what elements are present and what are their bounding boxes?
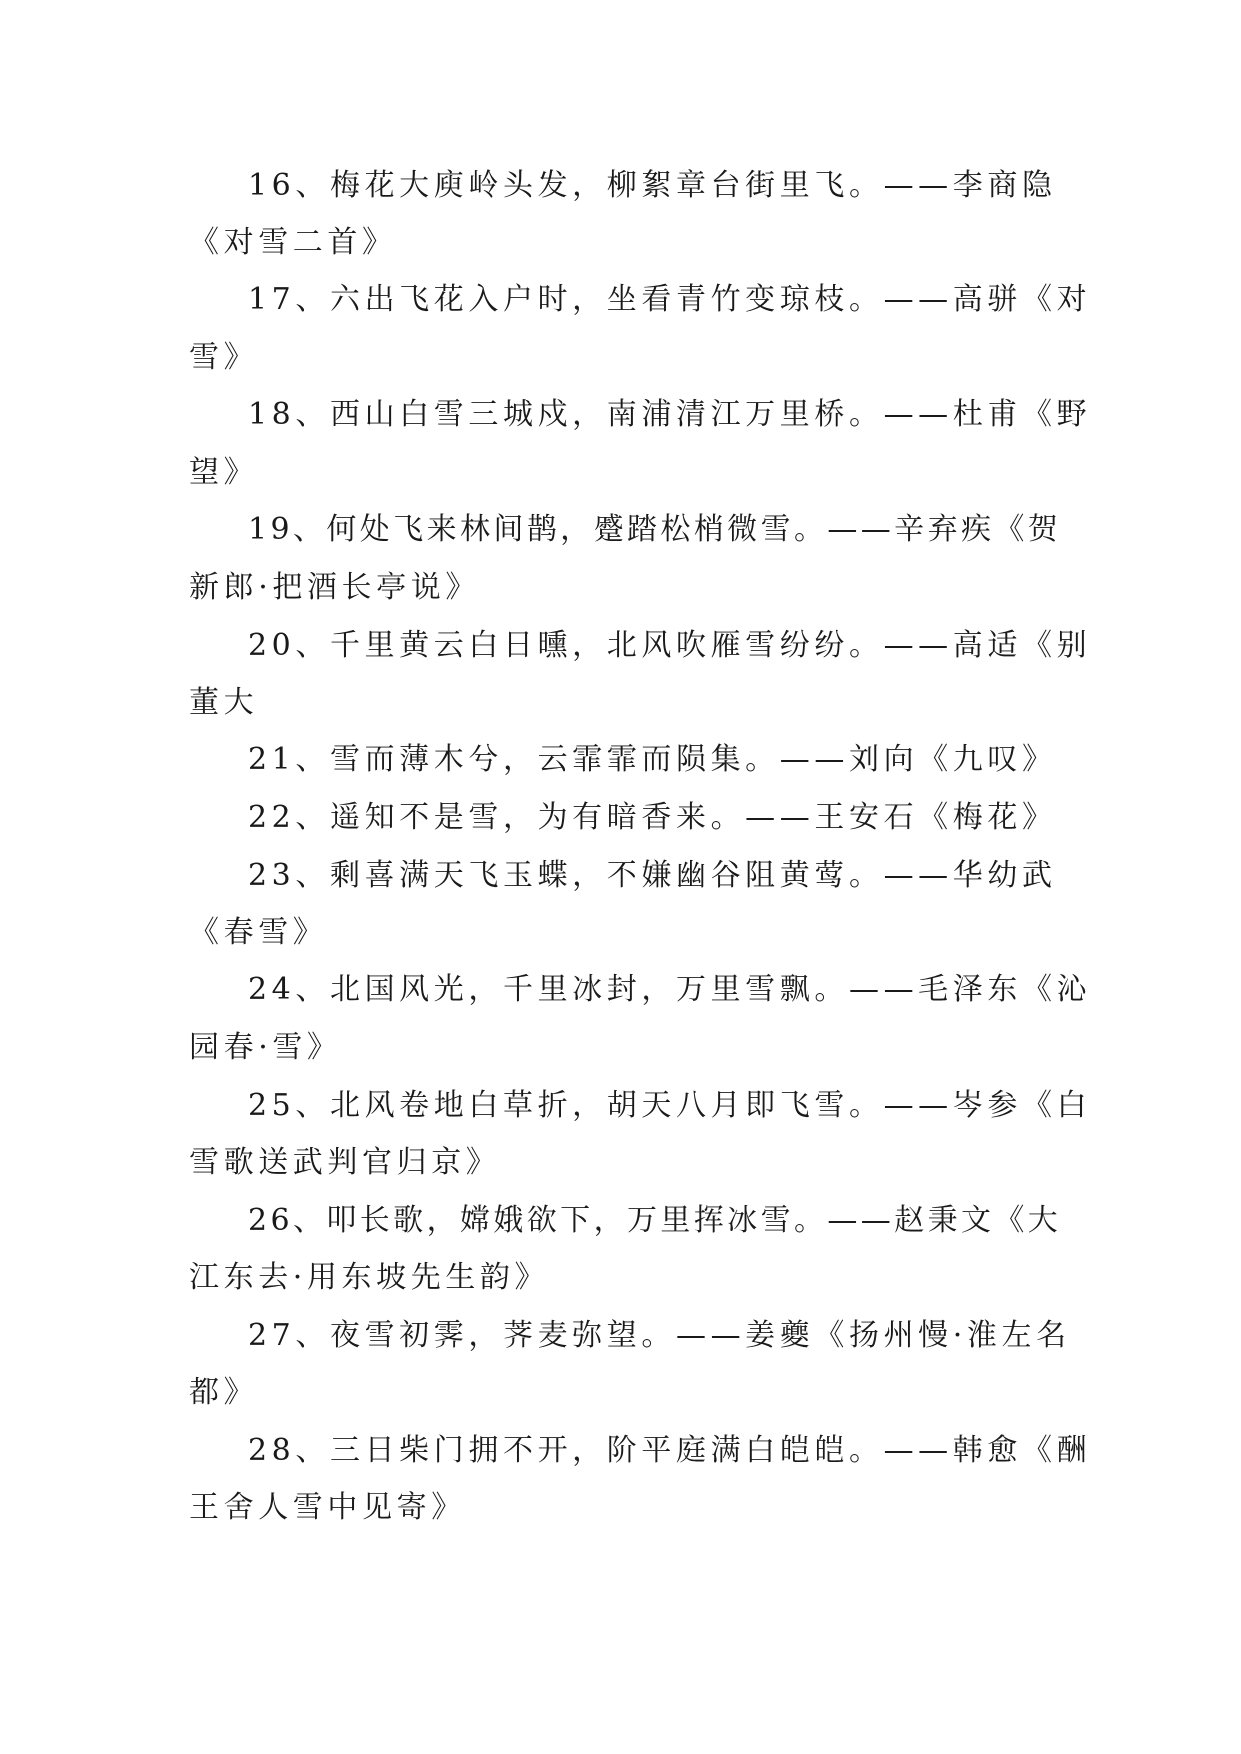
poem-line: 23、剩喜满天飞玉蝶，不嫌幽谷阻黄莺。——华幼武 [248, 858, 1057, 893]
poem-line-continuation: 都》 [189, 1375, 259, 1410]
poem-line: 26、叩长歌，嫦娥欲下，万里挥冰雪。——赵秉文《大 [248, 1203, 1062, 1238]
poem-line-continuation: 雪》 [189, 340, 259, 375]
poem-line: 20、千里黄云白日曛，北风吹雁雪纷纷。——高适《别 [248, 628, 1092, 663]
poem-line: 22、遥知不是雪，为有暗香来。——王安石《梅花》 [248, 800, 1057, 835]
poem-line-continuation: 《春雪》 [189, 915, 328, 950]
poem-line-continuation: 望》 [189, 455, 259, 490]
poem-line: 21、雪而薄木兮，云霏霏而陨集。——刘向《九叹》 [248, 742, 1057, 777]
poem-line-continuation: 《对雪二首》 [189, 225, 397, 260]
poem-line: 27、夜雪初霁，荠麦弥望。——姜夔《扬州慢·淮左名 [248, 1318, 1071, 1353]
poem-line: 25、北风卷地白草折，胡天八月即飞雪。——岑参《白 [248, 1088, 1092, 1123]
poem-line: 17、六出飞花入户时，坐看青竹变琼枝。——高骈《对 [248, 282, 1092, 317]
poem-line: 19、何处飞来林间鹊，蹙踏松梢微雪。——辛弃疾《贺 [248, 512, 1062, 547]
poem-line-continuation: 新郎·把酒长亭说》 [189, 570, 480, 605]
poem-line-continuation: 董大 [189, 685, 259, 720]
poem-line-continuation: 雪歌送武判官归京》 [189, 1145, 501, 1180]
poem-line: 24、北国风光，千里冰封，万里雪飘。——毛泽东《沁 [248, 972, 1092, 1007]
poem-line-continuation: 王舍人雪中见寄》 [189, 1490, 466, 1525]
poem-line-continuation: 园春·雪》 [189, 1030, 342, 1065]
poem-line: 16、梅花大庾岭头发，柳絮章台街里飞。——李商隐 [248, 168, 1057, 203]
poem-line: 18、西山白雪三城戍，南浦清江万里桥。——杜甫《野 [248, 397, 1092, 432]
poem-line: 28、三日柴门拥不开，阶平庭满白皑皑。——韩愈《酬 [248, 1433, 1092, 1468]
poem-line-continuation: 江东去·用东坡先生韵》 [189, 1260, 550, 1295]
